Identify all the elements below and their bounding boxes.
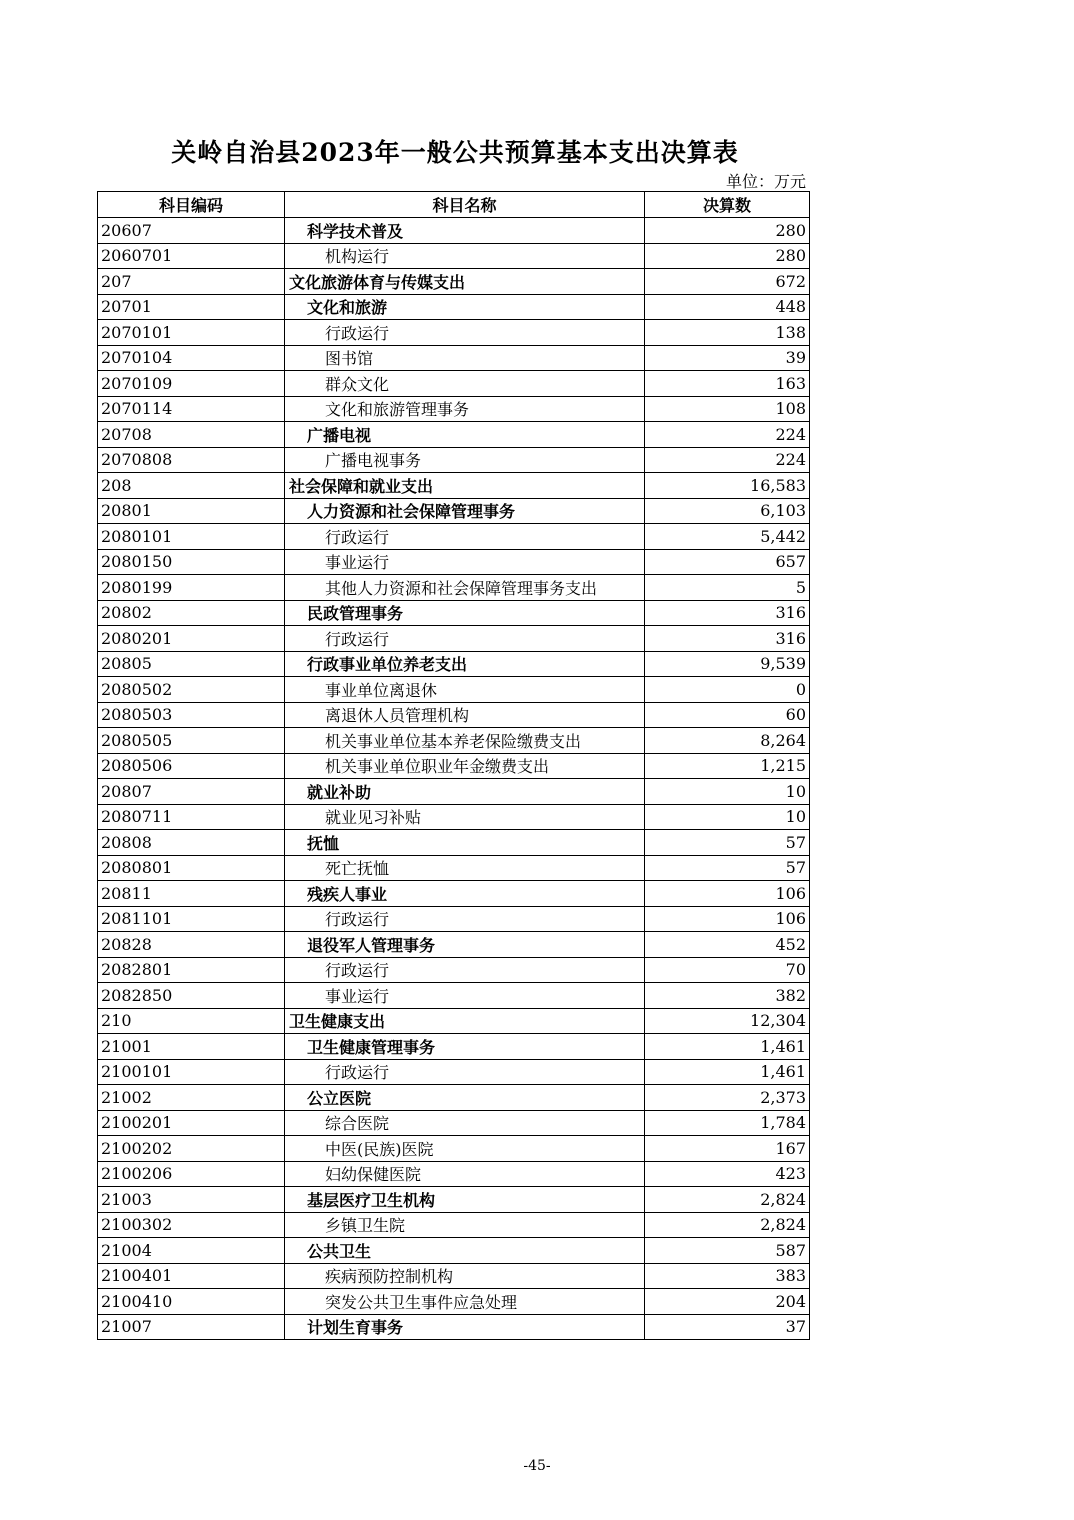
row-code: 2100201 xyxy=(98,1110,285,1136)
table-row xyxy=(98,779,810,805)
row-name: 就业见习补贴 xyxy=(285,804,645,830)
row-code: 21004 xyxy=(98,1238,285,1264)
row-amount: 672 xyxy=(645,269,810,295)
row-amount: 1,215 xyxy=(645,753,810,779)
row-amount: 280 xyxy=(645,218,810,244)
table-row xyxy=(98,1008,810,1034)
row-amount: 39 xyxy=(645,345,810,371)
row-code: 2100206 xyxy=(98,1161,285,1187)
row-name: 乡镇卫生院 xyxy=(285,1212,645,1238)
row-code: 20801 xyxy=(98,498,285,524)
row-amount: 5,442 xyxy=(645,524,810,550)
row-code: 2080801 xyxy=(98,855,285,881)
row-name: 卫生健康管理事务 xyxy=(285,1034,645,1060)
row-code: 20607 xyxy=(98,218,285,244)
row-amount: 70 xyxy=(645,957,810,983)
row-name: 残疾人事业 xyxy=(285,881,645,907)
row-name: 退役军人管理事务 xyxy=(285,932,645,958)
row-amount: 106 xyxy=(645,881,810,907)
row-amount: 316 xyxy=(645,600,810,626)
row-amount: 37 xyxy=(645,1314,810,1340)
table-row xyxy=(98,396,810,422)
row-name: 广播电视 xyxy=(285,422,645,448)
table-row xyxy=(98,651,810,677)
row-code: 207 xyxy=(98,269,285,295)
row-code: 20828 xyxy=(98,932,285,958)
table-row xyxy=(98,906,810,932)
row-code: 20807 xyxy=(98,779,285,805)
row-amount: 12,304 xyxy=(645,1008,810,1034)
row-amount: 657 xyxy=(645,549,810,575)
table-row xyxy=(98,243,810,269)
row-code: 20701 xyxy=(98,294,285,320)
row-name: 群众文化 xyxy=(285,371,645,397)
table-row xyxy=(98,957,810,983)
table-row xyxy=(98,1212,810,1238)
row-name: 行政运行 xyxy=(285,524,645,550)
table-row xyxy=(98,575,810,601)
row-code: 2080199 xyxy=(98,575,285,601)
row-amount: 1,461 xyxy=(645,1059,810,1085)
row-name: 机构运行 xyxy=(285,243,645,269)
table-row xyxy=(98,804,810,830)
row-amount: 1,784 xyxy=(645,1110,810,1136)
row-code: 21001 xyxy=(98,1034,285,1060)
table-row xyxy=(98,983,810,1009)
budget-table xyxy=(97,191,810,1340)
row-code: 2081101 xyxy=(98,906,285,932)
table-body xyxy=(98,218,810,1340)
row-amount: 0 xyxy=(645,677,810,703)
row-code: 2080505 xyxy=(98,728,285,754)
table-row xyxy=(98,1314,810,1340)
row-amount: 2,824 xyxy=(645,1212,810,1238)
row-code: 2080502 xyxy=(98,677,285,703)
table-row xyxy=(98,320,810,346)
row-amount: 167 xyxy=(645,1136,810,1162)
row-code: 2082850 xyxy=(98,983,285,1009)
row-amount: 9,539 xyxy=(645,651,810,677)
row-name: 行政运行 xyxy=(285,626,645,652)
table-row xyxy=(98,881,810,907)
row-code: 20708 xyxy=(98,422,285,448)
row-amount: 224 xyxy=(645,447,810,473)
row-name: 死亡抚恤 xyxy=(285,855,645,881)
table-row xyxy=(98,728,810,754)
table-row xyxy=(98,1059,810,1085)
row-name: 行政运行 xyxy=(285,1059,645,1085)
row-amount: 452 xyxy=(645,932,810,958)
unit-label: 单位：万元 xyxy=(725,172,806,191)
page-number: -45- xyxy=(523,1458,551,1474)
table-row xyxy=(98,345,810,371)
row-name: 计划生育事务 xyxy=(285,1314,645,1340)
row-amount: 204 xyxy=(645,1289,810,1315)
row-amount: 106 xyxy=(645,906,810,932)
row-amount: 16,583 xyxy=(645,473,810,499)
row-name: 基层医疗卫生机构 xyxy=(285,1187,645,1213)
row-amount: 423 xyxy=(645,1161,810,1187)
row-amount: 138 xyxy=(645,320,810,346)
row-amount: 5 xyxy=(645,575,810,601)
row-name: 社会保障和就业支出 xyxy=(285,473,645,499)
row-amount: 280 xyxy=(645,243,810,269)
row-amount: 2,824 xyxy=(645,1187,810,1213)
row-code: 20808 xyxy=(98,830,285,856)
row-name: 公立医院 xyxy=(285,1085,645,1111)
table-row xyxy=(98,830,810,856)
table-row xyxy=(98,549,810,575)
row-code: 21007 xyxy=(98,1314,285,1340)
row-code: 21002 xyxy=(98,1085,285,1111)
table-row xyxy=(98,1034,810,1060)
table-row xyxy=(98,473,810,499)
row-code: 2082801 xyxy=(98,957,285,983)
header-amount: 决算数 xyxy=(645,192,810,218)
row-name: 人力资源和社会保障管理事务 xyxy=(285,498,645,524)
table-row xyxy=(98,1238,810,1264)
row-code: 2080201 xyxy=(98,626,285,652)
table-row xyxy=(98,855,810,881)
table-row xyxy=(98,1110,810,1136)
table-row xyxy=(98,1263,810,1289)
row-code: 208 xyxy=(98,473,285,499)
row-amount: 10 xyxy=(645,804,810,830)
row-amount: 448 xyxy=(645,294,810,320)
row-name: 民政管理事务 xyxy=(285,600,645,626)
row-code: 2060701 xyxy=(98,243,285,269)
row-name: 文化和旅游管理事务 xyxy=(285,396,645,422)
row-amount: 2,373 xyxy=(645,1085,810,1111)
row-name: 离退休人员管理机构 xyxy=(285,702,645,728)
row-amount: 1,461 xyxy=(645,1034,810,1060)
table-row xyxy=(98,600,810,626)
row-amount: 316 xyxy=(645,626,810,652)
table-row xyxy=(98,294,810,320)
row-code: 2070808 xyxy=(98,447,285,473)
row-code: 2070101 xyxy=(98,320,285,346)
row-code: 2070104 xyxy=(98,345,285,371)
table-row xyxy=(98,1085,810,1111)
page-title: 关岭自治县2023年一般公共预算基本支出决算表 xyxy=(171,138,739,167)
row-amount: 108 xyxy=(645,396,810,422)
row-code: 2080101 xyxy=(98,524,285,550)
table-row xyxy=(98,1161,810,1187)
row-name: 中医(民族)医院 xyxy=(285,1136,645,1162)
table-row xyxy=(98,626,810,652)
table-row xyxy=(98,932,810,958)
row-code: 2100302 xyxy=(98,1212,285,1238)
table-row xyxy=(98,447,810,473)
table-row xyxy=(98,269,810,295)
table-row xyxy=(98,218,810,244)
row-code: 2080506 xyxy=(98,753,285,779)
row-name: 行政事业单位养老支出 xyxy=(285,651,645,677)
row-amount: 10 xyxy=(645,779,810,805)
row-name: 行政运行 xyxy=(285,906,645,932)
row-name: 图书馆 xyxy=(285,345,645,371)
row-code: 2100101 xyxy=(98,1059,285,1085)
row-code: 210 xyxy=(98,1008,285,1034)
table-header-row xyxy=(98,192,810,218)
table-row xyxy=(98,422,810,448)
row-code: 2080711 xyxy=(98,804,285,830)
row-name: 科学技术普及 xyxy=(285,218,645,244)
row-amount: 6,103 xyxy=(645,498,810,524)
table-row xyxy=(98,702,810,728)
row-amount: 163 xyxy=(645,371,810,397)
row-code: 2080503 xyxy=(98,702,285,728)
row-amount: 57 xyxy=(645,830,810,856)
table-row xyxy=(98,1136,810,1162)
row-code: 2070114 xyxy=(98,396,285,422)
row-name: 文化旅游体育与传媒支出 xyxy=(285,269,645,295)
table-row xyxy=(98,1289,810,1315)
row-amount: 383 xyxy=(645,1263,810,1289)
row-amount: 587 xyxy=(645,1238,810,1264)
table-row xyxy=(98,753,810,779)
row-name: 机关事业单位基本养老保险缴费支出 xyxy=(285,728,645,754)
row-name: 抚恤 xyxy=(285,830,645,856)
table-row xyxy=(98,677,810,703)
row-code: 2080150 xyxy=(98,549,285,575)
row-amount: 382 xyxy=(645,983,810,1009)
row-name: 就业补助 xyxy=(285,779,645,805)
row-name: 其他人力资源和社会保障管理事务支出 xyxy=(285,575,645,601)
row-code: 2070109 xyxy=(98,371,285,397)
row-name: 卫生健康支出 xyxy=(285,1008,645,1034)
table-row xyxy=(98,498,810,524)
row-name: 疾病预防控制机构 xyxy=(285,1263,645,1289)
row-name: 综合医院 xyxy=(285,1110,645,1136)
header-code: 科目编码 xyxy=(98,192,285,218)
table-row xyxy=(98,524,810,550)
row-code: 20805 xyxy=(98,651,285,677)
row-name: 行政运行 xyxy=(285,320,645,346)
row-name: 事业运行 xyxy=(285,983,645,1009)
row-amount: 224 xyxy=(645,422,810,448)
header-name: 科目名称 xyxy=(285,192,645,218)
table-row xyxy=(98,371,810,397)
row-name: 事业运行 xyxy=(285,549,645,575)
row-code: 20811 xyxy=(98,881,285,907)
row-code: 2100202 xyxy=(98,1136,285,1162)
row-code: 2100401 xyxy=(98,1263,285,1289)
row-name: 文化和旅游 xyxy=(285,294,645,320)
row-name: 公共卫生 xyxy=(285,1238,645,1264)
row-name: 广播电视事务 xyxy=(285,447,645,473)
row-code: 20802 xyxy=(98,600,285,626)
row-name: 妇幼保健医院 xyxy=(285,1161,645,1187)
row-amount: 60 xyxy=(645,702,810,728)
table-row xyxy=(98,1187,810,1213)
row-name: 突发公共卫生事件应急处理 xyxy=(285,1289,645,1315)
row-name: 机关事业单位职业年金缴费支出 xyxy=(285,753,645,779)
row-name: 行政运行 xyxy=(285,957,645,983)
row-code: 21003 xyxy=(98,1187,285,1213)
row-code: 2100410 xyxy=(98,1289,285,1315)
row-name: 事业单位离退休 xyxy=(285,677,645,703)
row-amount: 57 xyxy=(645,855,810,881)
row-amount: 8,264 xyxy=(645,728,810,754)
